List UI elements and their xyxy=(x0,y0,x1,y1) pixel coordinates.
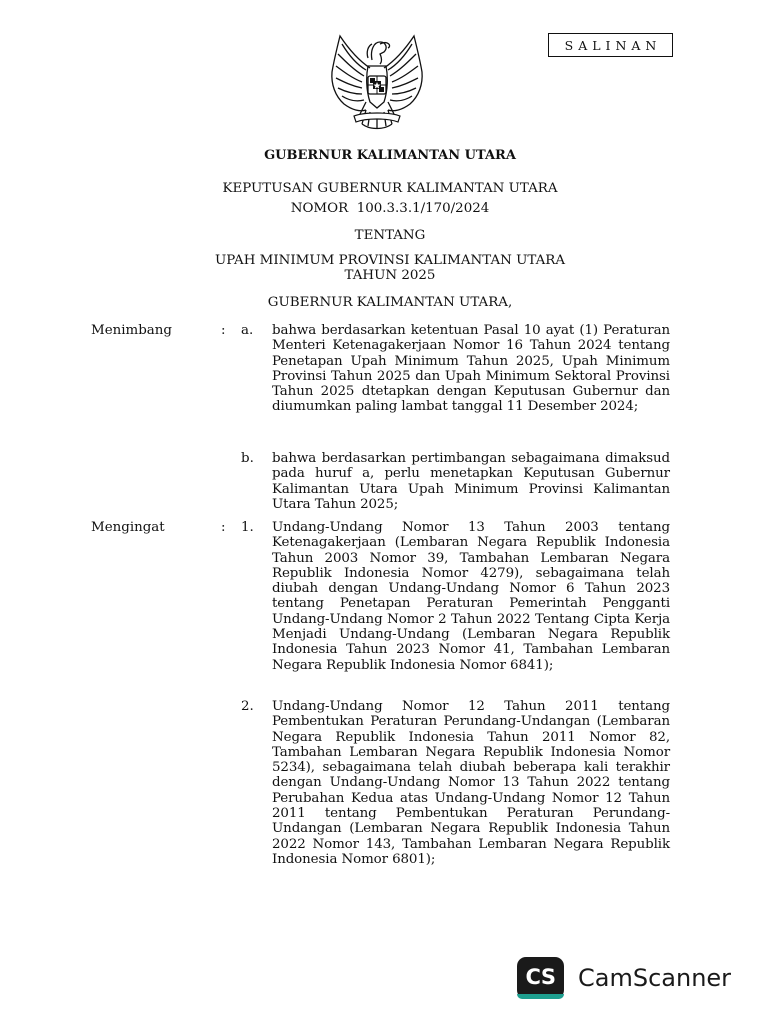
item-marker: a. xyxy=(241,323,254,338)
item-text: Undang-Undang Nomor 12 Tahun 2011 tentang Pembentukan Peraturan Perundang-Undangan (Lembaran Negara Republik Indonesia Tahun 2011 Nomor 82, Tambahan Lembaran Negara Republik Indonesia Nomor 5234), sebagaimana telah diubah beberapa kali terakhir dengan Undang-Undang Nomor 13 Tahun 2022 tentang Perubahan Kedua atas Undang-Undang Nomor 12 Tahun 2011 tentang Pembentukan Peraturan Perundang-Undangan (Lembaran Negara Republik Indonesia Tahun 2022 Nomor 143, Tambahan Lembaran Negara Republik Indonesia Nomor 6801); xyxy=(272,699,670,867)
subject-line-2: TAHUN 2025 xyxy=(344,268,436,283)
camscanner-watermark xyxy=(517,957,731,999)
garuda-emblem-icon xyxy=(322,30,432,134)
mengingat-colon: : xyxy=(221,520,226,535)
item-marker: 2. xyxy=(241,699,254,714)
menimbang-label: Menimbang xyxy=(91,323,172,338)
about-heading: TENTANG xyxy=(354,228,426,243)
item-marker: b. xyxy=(241,451,254,466)
salinan-stamp: SALINAN xyxy=(548,33,673,57)
camscanner-logo-text: CS xyxy=(525,964,556,989)
item-text: bahwa berdasarkan pertimbangan sebagaimana dimaksud pada huruf a, perlu menetapkan Keputusan Gubernur Kalimantan Utara Upah Minimum Provinsi Kalimantan Utara Tahun 2025; xyxy=(272,451,670,512)
issuer-line: GUBERNUR KALIMANTAN UTARA, xyxy=(267,295,513,310)
item-text: Undang-Undang Nomor 13 Tahun 2003 tentang Ketenagakerjaan (Lembaran Negara Republik Indonesia Tahun 2003 Nomor 39, Tambahan Lembaran Negara Republik Indonesia Nomor 4279), sebagaimana telah diubah dengan Undang-Undang Nomor 6 Tahun 2023 tentang Penetapan Peraturan Pemerintah Pengganti Undang-Undang Nomor 2 Tahun 2022 Tentang Cipta Kerja Menjadi Undang-Undang (Lembaran Negara Republik Indonesia Tahun 2023 Nomor 41, Tambahan Lembaran Negara Republik Indonesia Nomor 6841); xyxy=(272,520,670,673)
subject-line-1: UPAH MINIMUM PROVINSI KALIMANTAN UTARA xyxy=(214,253,566,268)
menimbang-colon: : xyxy=(221,323,226,338)
decree-title: KEPUTUSAN GUBERNUR KALIMANTAN UTARA xyxy=(222,181,558,196)
mengingat-label: Mengingat xyxy=(91,520,165,535)
decree-number: NOMOR 100.3.3.1/170/2024 xyxy=(290,201,490,216)
item-text: bahwa berdasarkan ketentuan Pasal 10 ayat (1) Peraturan Menteri Ketenagakerjaan Nomor 16 Tahun 2024 tentang Penetapan Upah Minimum Tahun 2025, Upah Minimum Provinsi Tahun 2025 dan Upah Minimum Sektoral Provinsi Tahun 2025 dtetapkan dengan Keputusan Gubernur dan diumumkan paling lambat tanggal 11 Desember 2024; xyxy=(272,323,670,415)
camscanner-brand: CamScanner xyxy=(578,964,732,992)
government-title: GUBERNUR KALIMANTAN UTARA xyxy=(264,148,516,163)
camscanner-logo-icon xyxy=(517,957,564,999)
item-marker: 1. xyxy=(241,520,254,535)
